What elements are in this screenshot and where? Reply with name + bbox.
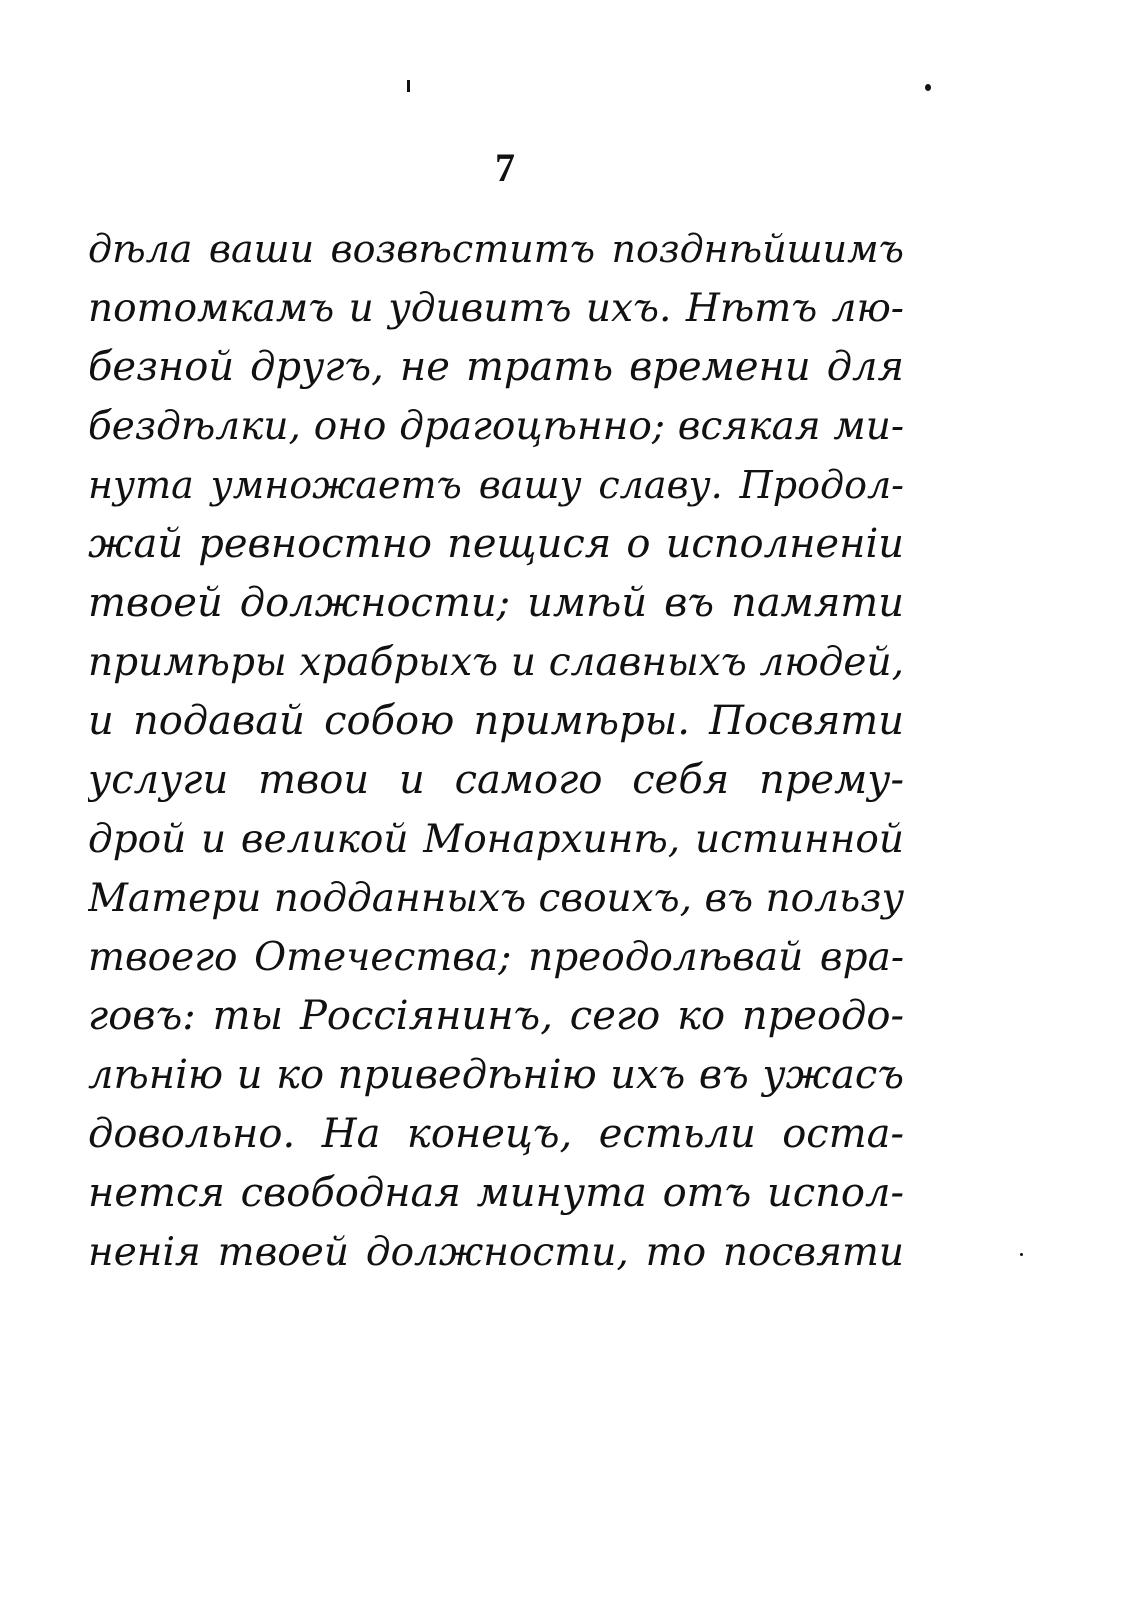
text-line: безной другъ, не трать времени для: [88, 344, 904, 390]
text-line: нута умножаетъ вашу славу. Продол-: [88, 463, 904, 507]
text-line: говъ: ты Россіянинъ, сего ко преодо-: [88, 993, 904, 1039]
text-line: услуги твои и самого себя прему-: [88, 757, 904, 803]
text-line: жай ревностно пещися о исполненіи: [88, 521, 904, 567]
text-line: довольно. На конецъ, естьли оста-: [88, 1111, 904, 1157]
text-line: нется свободная минута отъ испол-: [88, 1170, 904, 1216]
text-line: лѣнію и ко приведѣнію ихъ въ ужасъ: [88, 1052, 904, 1098]
page-number: 7: [495, 145, 515, 190]
text-line: дѣла ваши возвѣститъ позднѣйшимъ: [88, 227, 904, 271]
print-speck: [1020, 1253, 1023, 1256]
text-line: потомкамъ и удивитъ ихъ. Нѣтъ лю-: [88, 286, 904, 331]
print-speck: [407, 80, 410, 92]
text-line: и подавай собою примѣры. Посвяти: [88, 698, 904, 744]
text-line: примѣры храбрыхъ и славныхъ людей,: [88, 640, 904, 685]
text-line: Матери подданныхъ своихъ, въ пользу: [88, 876, 904, 921]
text-line: бездѣлки, оно драгоцѣнно; всякая ми-: [88, 404, 904, 449]
text-line: твоего Отечества; преодолѣвай вра-: [88, 935, 904, 980]
print-speck: [925, 84, 931, 91]
text-line: дрой и великой Монархинѣ, истинной: [88, 817, 904, 862]
text-line: твоей должности; имѣй въ памяти: [88, 580, 904, 626]
text-line: ненія твоей должности, то посвяти: [88, 1230, 904, 1275]
body-text: [88, 220, 904, 1282]
